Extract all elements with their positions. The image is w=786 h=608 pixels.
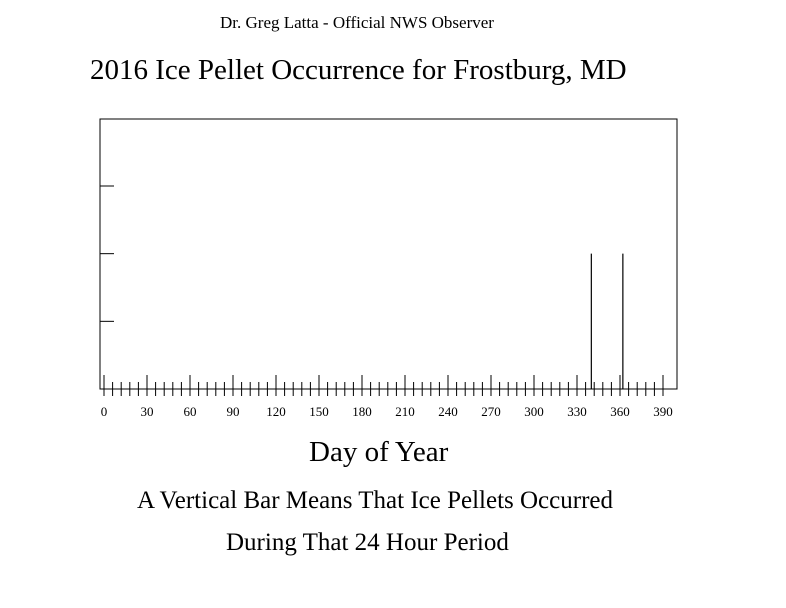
legend-note-line-2: During That 24 Hour Period <box>226 529 509 556</box>
observer-credit: Dr. Greg Latta - Official NWS Observer <box>220 13 494 32</box>
x-tick-label: 300 <box>524 404 544 419</box>
x-axis-tick-labels <box>101 404 673 419</box>
x-tick-label: 270 <box>481 404 501 419</box>
x-axis-ticks <box>104 375 663 396</box>
x-axis-label: Day of Year <box>309 436 449 468</box>
x-tick-label: 120 <box>266 404 286 419</box>
x-tick-label: 0 <box>100 404 108 419</box>
x-tick-label: 30 <box>140 404 154 419</box>
x-tick-label: 390 <box>653 404 673 419</box>
legend-note-line-1: A Vertical Bar Means That Ice Pellets Occurred <box>137 487 613 514</box>
x-tick-label: 60 <box>183 404 197 419</box>
x-tick-label: 240 <box>438 404 458 419</box>
x-tick-label: 210 <box>395 404 415 419</box>
x-tick-label: 180 <box>352 404 372 419</box>
x-tick-label: 90 <box>226 404 240 419</box>
plot-frame <box>100 119 677 389</box>
x-tick-label: 330 <box>567 404 587 419</box>
y-axis-ticks <box>100 186 114 321</box>
x-tick-label: 150 <box>309 404 329 419</box>
x-tick-label: 360 <box>610 404 630 419</box>
bars <box>591 254 623 389</box>
chart-title: 2016 Ice Pellet Occurrence for Frostburg, MD <box>90 54 627 86</box>
